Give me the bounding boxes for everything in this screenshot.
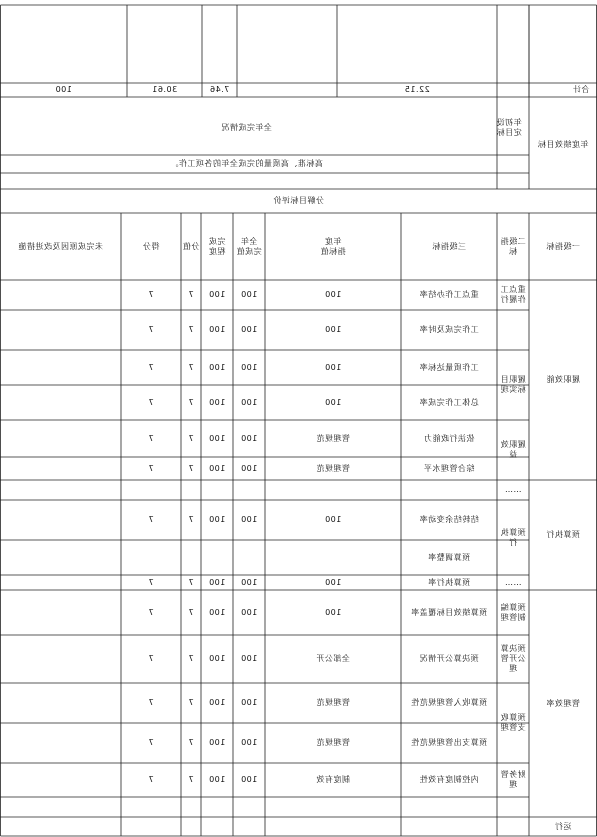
row-11-score: 7: [148, 654, 154, 663]
row-6-ellipsis: ……: [504, 485, 522, 494]
row-10-score: 7: [148, 607, 154, 617]
row-11-target: 全部公开: [316, 654, 350, 663]
header-level3: 三级指标: [432, 241, 466, 251]
l1-group-performance: 履职效能: [546, 375, 580, 384]
l2-group-goal-achievement: 履职目标实现: [500, 375, 526, 394]
l2-group-budget-plan: 预算编制管理: [500, 602, 526, 622]
row-6-rate: [201, 480, 233, 500]
row-6-actual: [233, 480, 265, 500]
row-3-weight: 7: [188, 397, 194, 407]
row-3-l3: 总体工作完成率: [419, 397, 479, 407]
row-9-l3: 预算执行率: [427, 577, 471, 587]
row-5-actual: 100: [240, 463, 258, 473]
row-3-score: 7: [148, 397, 154, 407]
row-0-rate: 100: [208, 290, 226, 299]
row-2-l3: 工作质量达标率: [419, 362, 479, 372]
row-4-score: 7: [148, 433, 154, 443]
row-8-weight: [181, 540, 201, 575]
row-13-target: 管理规范: [316, 738, 350, 747]
row-2-target: 100: [324, 362, 342, 372]
row-1-score: 7: [148, 325, 154, 334]
l2-group-finance: 财务管理: [500, 770, 526, 789]
row-9-actual: 100: [240, 577, 258, 587]
row-5-score: 7: [148, 463, 154, 473]
total-value-2: 7.46: [209, 85, 230, 94]
row-12-target: 管理规范: [316, 698, 350, 707]
row-9-score: 7: [148, 577, 154, 587]
header-completion-rate: 完成 程度: [208, 236, 226, 256]
row-0-score: 7: [148, 290, 154, 299]
completion-text: 高标准、高质量的完成全年的各项工作。: [170, 159, 323, 168]
row-3-rate: 100: [208, 397, 226, 407]
row-13-weight: 7: [188, 738, 194, 747]
row-9-rate: 100: [208, 577, 226, 587]
row-10-weight: 7: [188, 607, 194, 617]
header-level1: 一级指标: [546, 241, 580, 251]
row-0-weight: 7: [188, 290, 194, 299]
row-3-actual: 100: [240, 397, 258, 407]
row-14-target: 制度有效: [316, 775, 350, 784]
row-14-actual: 100: [240, 775, 258, 784]
section-title: 分解目标评价: [273, 196, 324, 205]
row-7-target: 100: [324, 515, 342, 524]
row-10-rate: 100: [208, 607, 226, 617]
row-14-rate: 100: [208, 775, 226, 784]
row-6-score: [121, 480, 181, 500]
row-6-weight: [181, 480, 201, 500]
l1-group-budget: 预算执行: [546, 530, 580, 539]
total-value-3: 30.61: [151, 85, 178, 94]
row-1-l3: 工作完成及时率: [419, 325, 479, 334]
row-12-actual: 100: [240, 698, 258, 707]
row-0-l3: 重点工作办结率: [419, 290, 479, 299]
row-4-actual: 100: [240, 433, 258, 443]
total-label: 合计: [572, 85, 590, 94]
row-3-target: 100: [324, 397, 342, 407]
planned-goal-label: 年初设定目标: [496, 117, 522, 137]
row-13-score: 7: [148, 738, 154, 747]
row-9-ellipsis: ……: [504, 577, 522, 587]
row-8-target: [265, 540, 401, 575]
header-level2: 二级指标: [500, 236, 526, 256]
row-10-l3: 预算绩效目标覆盖率: [410, 607, 488, 617]
row-7-score: 7: [148, 515, 154, 524]
row-13-rate: 100: [208, 738, 226, 747]
l2-group-key-work: 重点工作履行: [500, 285, 526, 304]
row-4-target: 管理规范: [316, 433, 350, 443]
row-11-rate: 100: [208, 654, 226, 663]
row-7-actual: 100: [240, 515, 258, 524]
header-score: 得分: [142, 241, 160, 251]
completion-label: 全年完成情况: [221, 122, 272, 132]
row-14-score: 7: [148, 775, 154, 784]
row-5-rate: 100: [208, 463, 226, 473]
l1-group-run: 运行: [554, 822, 572, 831]
row-2-rate: 100: [208, 362, 226, 372]
header-year-target: 年度 指标值: [320, 236, 346, 256]
row-0-target: 100: [324, 290, 342, 299]
row-12-score: 7: [148, 698, 154, 707]
row-7-weight: 7: [188, 515, 194, 524]
row-11-l3: 预决算公开情况: [419, 654, 479, 663]
row-1-weight: 7: [188, 325, 194, 334]
row-10-actual: 100: [240, 607, 258, 617]
row-5-l3: 综合管理水平: [423, 463, 475, 473]
row-8-actual: [233, 540, 265, 575]
row-0-actual: 100: [240, 290, 258, 299]
total-value-4: 100: [55, 85, 72, 94]
row-4-l3: 依法行政能力: [423, 433, 475, 443]
row-9-weight: 7: [188, 577, 194, 587]
total-value-1: 22.15: [404, 85, 430, 94]
row-11-weight: 7: [188, 654, 194, 663]
row-2-actual: 100: [240, 362, 258, 372]
header-actual: 全年 完成值: [236, 236, 262, 256]
l1-group-management: 管理效率: [546, 698, 580, 708]
row-14-l3: 内控制度有效性: [419, 775, 479, 784]
row-4-weight: 7: [188, 433, 194, 443]
row-12-rate: 100: [208, 698, 226, 707]
header-weight: 分值: [182, 241, 200, 251]
row-12-l3: 预算收入管理规范性: [410, 698, 488, 707]
row-9-target: 100: [324, 577, 342, 587]
row-6-l3: [401, 480, 497, 500]
l2-group-disclosure: 预决算公开管理: [500, 644, 526, 673]
row-8-l3: 预算调整率: [427, 552, 471, 562]
l2-group-income-expense: 预算收支管理: [500, 713, 526, 732]
row-11-actual: 100: [240, 654, 258, 663]
row-2-score: 7: [148, 362, 154, 372]
header-reason: 未完成原因及改进措施: [18, 241, 103, 251]
year-goal-label: 年度绩效目标: [537, 140, 589, 149]
l2-group-budget-exec: 预算执行: [500, 527, 526, 547]
row-1-actual: 100: [240, 325, 258, 334]
row-13-l3: 预算支出管理规范性: [410, 738, 488, 747]
row-1-target: 100: [324, 325, 342, 334]
row-7-rate: 100: [208, 515, 226, 524]
row-12-weight: 7: [188, 698, 194, 707]
row-5-weight: 7: [188, 463, 194, 473]
row-7-l3: 结转结余变动率: [419, 515, 479, 524]
l2-group-benefit: 履职效益: [500, 440, 526, 459]
row-14-weight: 7: [188, 775, 194, 784]
row-6-target: [265, 480, 401, 500]
row-8-score: [121, 540, 181, 575]
row-10-target: 100: [324, 607, 342, 617]
row-5-target: 管理规范: [316, 463, 350, 473]
row-1-rate: 100: [208, 325, 226, 334]
row-4-rate: 100: [208, 433, 226, 443]
row-8-rate: [201, 540, 233, 575]
row-2-weight: 7: [188, 362, 194, 372]
row-13-actual: 100: [240, 738, 258, 747]
